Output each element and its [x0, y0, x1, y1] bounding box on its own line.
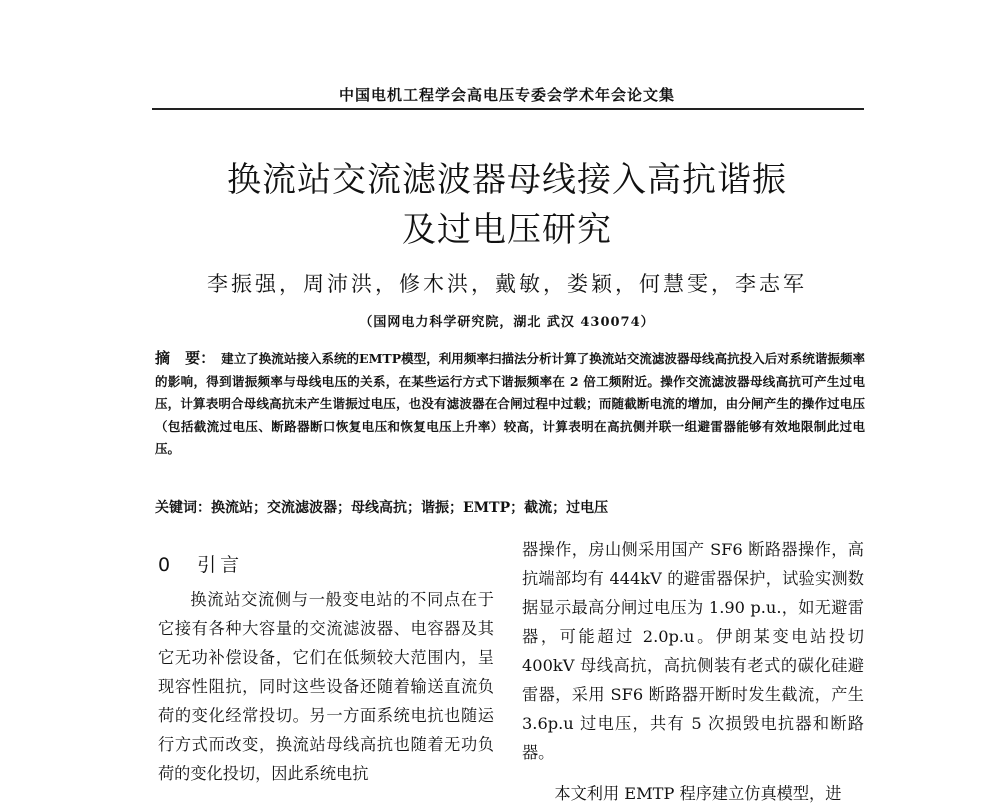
- paragraph: 换流站交流侧与一般变电站的不同点在于它接有各种大容量的交流滤波器、电容器及其它无功补偿设备，它们在低频较大范围内，呈现容性阻抗，同时这些设备还随着输送直流负荷的变化经常投切。另一方面系统电抗也随运行方式而改变，换流站母线高抗也随着无功负荷的变化投切，因此系统电抗: [158, 590, 494, 783]
- affiliation: （国网电力科学研究院，湖北 武汉 430074）: [359, 315, 655, 330]
- paper-title-line-1: 换流站交流滤波器母线接入高抗谐振: [227, 160, 787, 200]
- keywords-label: 关键词：: [155, 500, 211, 516]
- section-heading-introduction: 0 引言: [158, 554, 244, 576]
- abstract: [155, 347, 865, 461]
- paragraph: 器操作，房山侧采用国产 SF6 断路器操作，高抗端部均有 444kV 的避雷器保护，试验实测数据显示最高分闸过电压为 1.90 p.u.，如无避雷器，可能超过 2.0p.u。伊朗某变电站投切 400kV 母线高抗，高抗侧装有老式的碳化硅避雷器，采用 SF6 断路器开断时发生截流，产生 3.6p.u 过电压，共有 5 次损毁电抗器和断路器。: [522, 540, 864, 762]
- paper-title-line-2: 及过电压研究: [402, 210, 612, 250]
- running-header: 中国电机工程学会高电压专委会学术年会论文集: [338, 86, 675, 104]
- keywords: [155, 497, 865, 517]
- abstract-label: 摘 要：: [155, 349, 216, 367]
- paragraph: 本文利用 EMTP 程序建立仿真模型，进: [554, 784, 842, 803]
- keywords-text: 换流站；交流滤波器；母线高抗；谐振；EMTP；截流；过电压: [211, 500, 609, 516]
- authors: 李振强，周沛洪，修木洪，戴敏，娄颖，何慧雯，李志军: [207, 272, 807, 296]
- left-column: [158, 585, 494, 788]
- abstract-text: 建立了换流站接入系统的EMTP模型，利用频率扫描法分析计算了换流站交流滤波器母线高抗投入后对系统谐振频率的影响，得到谐振频率与母线电压的关系，在某些运行方式下谐振频率在 2 倍工频附近。操作交流滤波器母线高抗可产生过电压，计算表明合母线高抗未产生谐振过电压，也没有滤波器在合闸过程中过载；而随截断电流的增加，由分闸产生的操作过电压（包括截流过电压、断路器断口恢复电压和恢复电压上升率）较高，计算表明在高抗侧并联一组避雷器能够有效地限制此过电压。: [155, 351, 865, 456]
- right-column: [522, 535, 864, 808]
- header-rule: [152, 108, 864, 110]
